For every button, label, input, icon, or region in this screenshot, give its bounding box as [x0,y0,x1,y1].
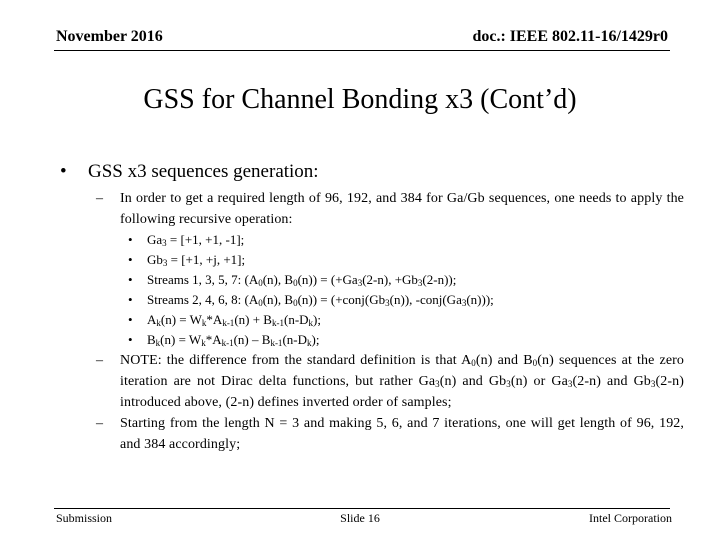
equation-bullet: • [128,252,133,267]
header-rule [54,50,670,51]
sub-bullet-text: In order to get a required length of 96, 192, and 384 for Ga/Gb sequences, one needs to apply the following recursive operation: [120,191,684,227]
equation-text: Streams 1, 3, 5, 7: ($A_0(n)$, $B_0(n)) = (+Ga_3(2-n)$, $+Gb_3(2-n)$); [147,272,457,288]
equation-text: $B_k(n) = W_k*A_{k-1}(n) - B_{k-1}(n-D_k)$; [147,332,320,348]
footer-rule [54,508,670,509]
equation-bullet: • [128,272,133,287]
sub-bullet-text: Starting from the length N = 3 and making 5, 6, and 7 iterations, one will get length of 96, 192, and 384 accordingly; [120,416,684,452]
equation-bullet: • [128,292,133,307]
equation-streams-odd [128,270,494,290]
footer-company: Intel Corporation [589,511,672,525]
sub-bullet-text: NOTE: the difference from the standard definition is that $A_0(n)$ and $B_0(n)$ sequences at the zero iteration are not Dirac delta functions, but rather $Ga_3(n)$ and $Gb_3(n)$ or $Ga_3(2-n)$ and $Gb_3(2-n)$ introduced above, (2-n) defines inverted order of samples; [120,353,685,410]
bullet-marker: • [60,161,67,182]
footer-slide-number: Slide 16 [340,511,380,525]
bullet-gss-generation [60,161,319,183]
equation-bullet: • [128,232,133,247]
equation-text: $Gb_3 = [+1$, +j, +1]; [147,252,246,268]
dash-marker: – [96,353,104,368]
equation-gb3 [128,250,494,270]
header-date: November 2016 [56,28,163,45]
bullet-text: GSS x3 sequences generation: [88,161,319,182]
sub-bullet-iterations [96,413,684,455]
header-doc-id: doc.: IEEE 802.11-16/1429r0 [472,28,668,45]
equation-streams-even [128,290,494,310]
dash-marker: – [96,191,104,206]
equation-bullet: • [128,312,133,327]
equation-ak [128,310,494,330]
dash-marker: – [96,416,104,431]
equation-text: $A_k(n) = W_k*A_{k-1}(n) + B_{k-1}(n-D_k)$; [147,312,321,328]
slide-title: GSS for Channel Bonding x3 (Cont’d) [143,84,577,115]
equation-bk [128,330,494,350]
sub-bullet-recursive-intro [96,188,684,230]
equation-list [128,230,494,350]
equation-bullet: • [128,332,133,347]
equation-text: Streams 2, 4, 6, 8: ($A_0(n)$, $B_0(n)$) = ($+conj(Gb_3(n))$, $-conj(Ga_3(n))$); [147,292,494,308]
equation-ga3 [128,230,494,250]
sub-bullet-note [96,350,684,413]
equation-text: $Ga_3 = [+1$, +1, -1]; [147,232,245,248]
footer-submission: Submission [56,511,113,525]
